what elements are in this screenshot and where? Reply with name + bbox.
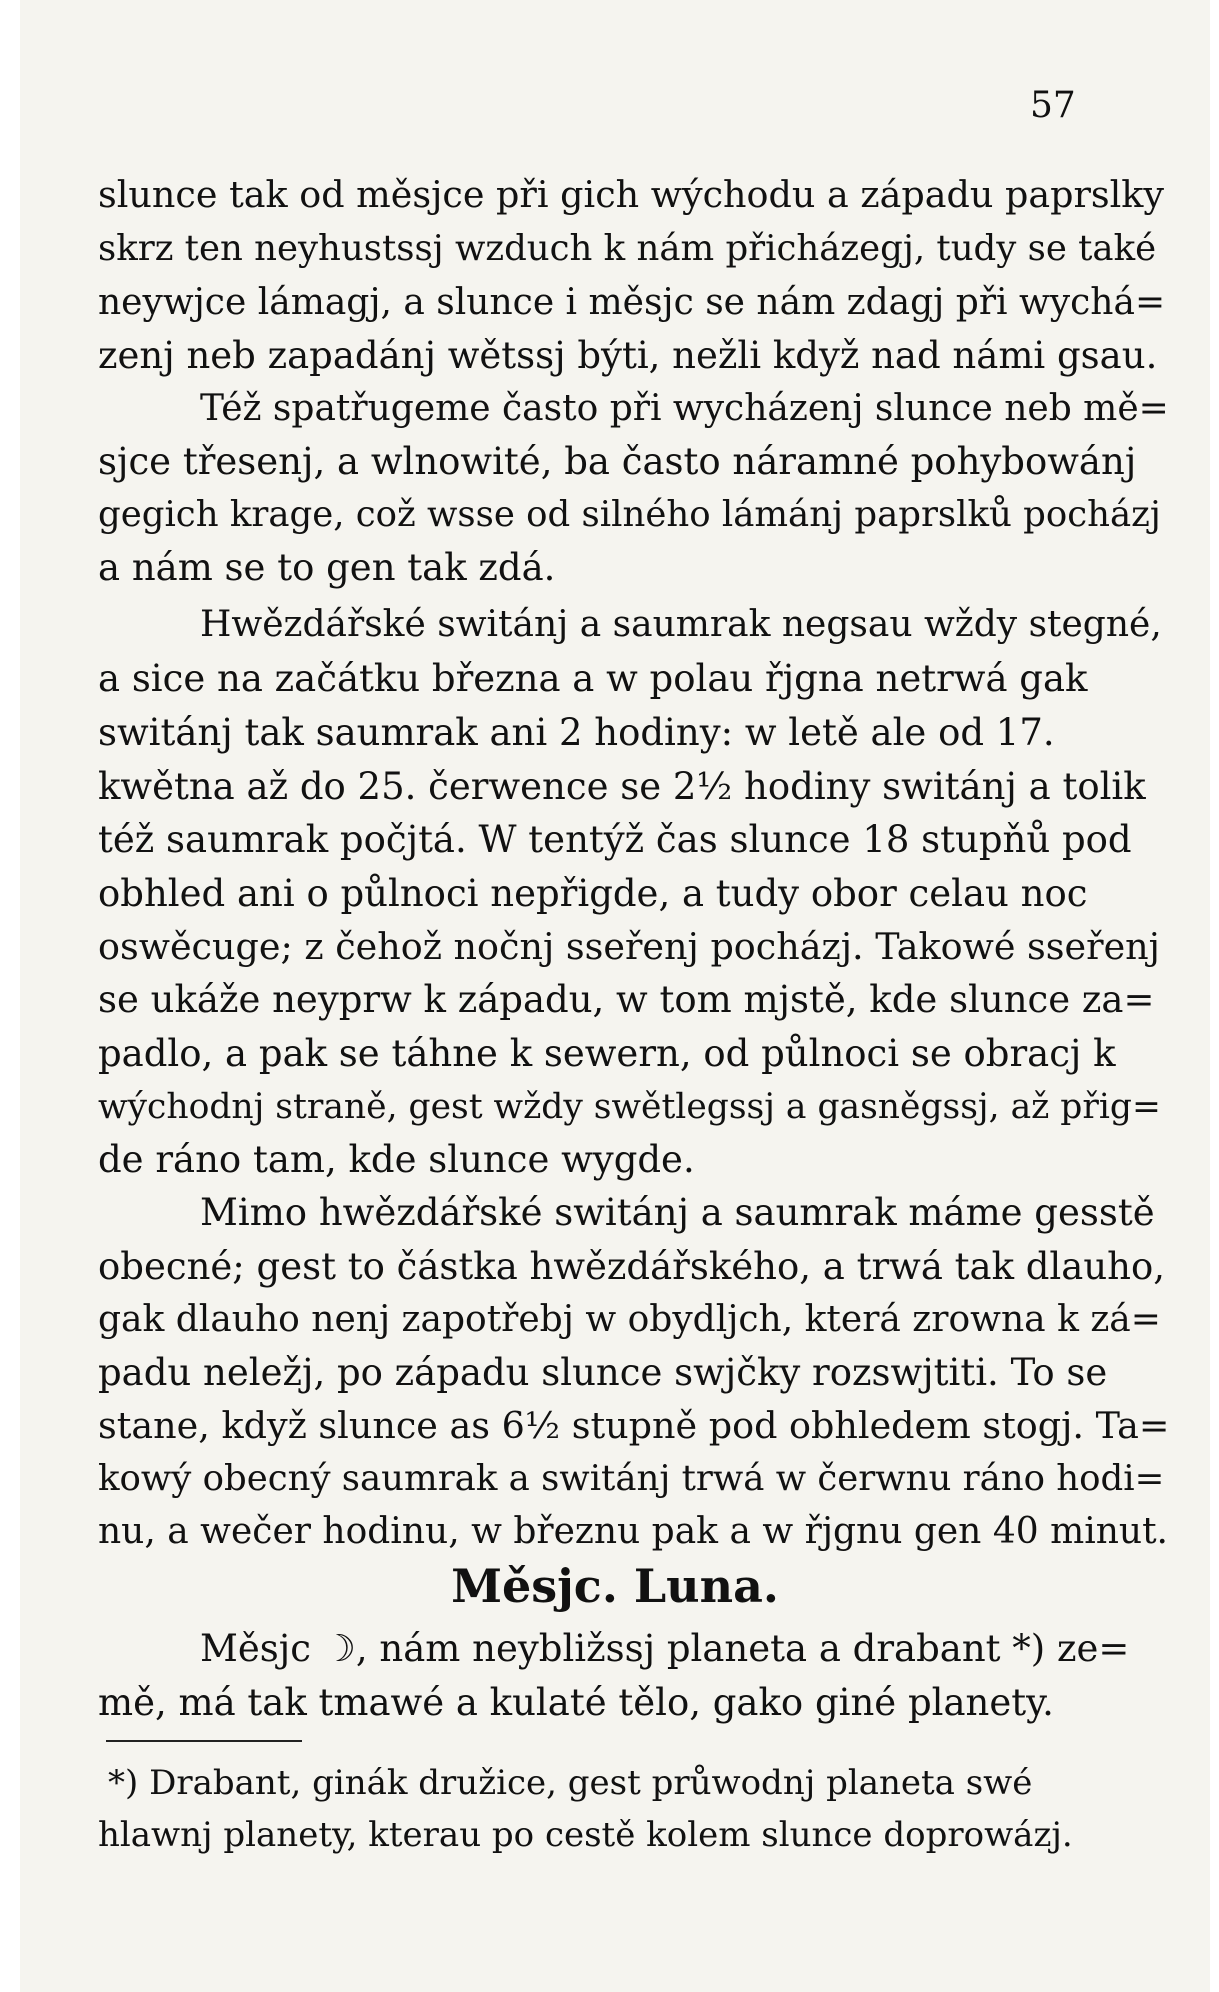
text-line: a nám se to gen tak zdá. bbox=[98, 546, 556, 589]
text-line: Měsjc ☽, nám neybližssj planeta a drabant *) ze= bbox=[200, 1627, 1130, 1670]
text-line: padlo, a pak se táhne k sewern, od půlnoci se obracj k bbox=[98, 1032, 1116, 1075]
text-line: stane, když slunce as 6½ stupně pod obhledem stogj. Ta= bbox=[98, 1404, 1170, 1447]
text-line: mě, má tak tmawé a kulaté tělo, gako giné planety. bbox=[98, 1681, 1054, 1724]
text-line: též saumrak počjtá. W tentýž čas slunce 18 stupňů pod bbox=[98, 818, 1132, 861]
text-line: neywjce lámagj, a slunce i měsjc se nám zdagj při wychá= bbox=[98, 282, 1166, 323]
text-line: a sice na začátku března a w polau řjgna netrwá gak bbox=[98, 657, 1088, 700]
text-line: gegich krage, což wsse od silného lámánj paprslků pocházj bbox=[98, 494, 1161, 535]
text-line: sjce třesenj, a wlnowité, ba často náramné pohybowánj bbox=[98, 440, 1137, 483]
text-line: nu, a wečer hodinu, w březnu pak a w řjgnu gen 40 minut. bbox=[98, 1511, 1168, 1552]
text-line: kwětna až do 25. čerwence se 2½ hodiny switánj a tolik bbox=[98, 765, 1146, 808]
text-line: oswěcuge; z čehož nočnj sseřenj pocházj. Takowé sseřenj bbox=[98, 925, 1160, 968]
footnote-line: hlawnj planety, kterau po cestě kolem slunce doprowázj. bbox=[98, 1815, 1073, 1855]
text-line: wýchodnj straně, gest wždy swětlegssj a gasněgssj, až přig= bbox=[98, 1087, 1161, 1127]
text-line: Hwězdářské switánj a saumrak negsau wždy stegné, bbox=[200, 604, 1162, 645]
text-line: slunce tak od měsjce při gich wýchodu a západu paprslky bbox=[98, 173, 1165, 216]
text-line: padu neležj, po západu slunce swjčky rozswjtiti. To se bbox=[98, 1351, 1108, 1394]
text-line: gak dlauho nenj zapotřebj w obydljch, která zrowna k zá= bbox=[98, 1299, 1161, 1340]
text-line: obecné; gest to částka hwězdářského, a trwá tak dlauho, bbox=[98, 1245, 1166, 1288]
text-line: skrz ten neyhustssj wzduch k nám přicházegj, tudy se také bbox=[98, 228, 1157, 269]
footnote-divider bbox=[106, 1740, 302, 1742]
text-line: se ukáže neyprw k západu, w tom mjstě, kde slunce za= bbox=[98, 978, 1155, 1021]
book-page bbox=[20, 0, 1210, 1992]
text-line: Též spatřugeme často při wycházenj slunce neb mě= bbox=[200, 388, 1169, 429]
text-line: kowý obecný saumrak a switánj trwá w čerwnu ráno hodi= bbox=[98, 1458, 1165, 1499]
text-line: de ráno tam, kde slunce wygde. bbox=[98, 1138, 695, 1181]
footnote-line: *) Drabant, ginák družice, gest průwodnj planeta swé bbox=[108, 1763, 1033, 1803]
text-line: zenj neb zapadánj wětssj býti, nežli když nad námi gsau. bbox=[98, 334, 1158, 377]
text-line: Mimo hwězdářské switánj a saumrak máme gesstě bbox=[200, 1191, 1155, 1234]
section-heading: Měsjc. Luna. bbox=[451, 1559, 779, 1613]
text-line: obhled ani o půlnoci nepřigde, a tudy obor celau noc bbox=[98, 872, 1088, 915]
text-line: switánj tak saumrak ani 2 hodiny: w letě ale od 17. bbox=[98, 711, 1055, 754]
page-number: 57 bbox=[1030, 85, 1076, 126]
